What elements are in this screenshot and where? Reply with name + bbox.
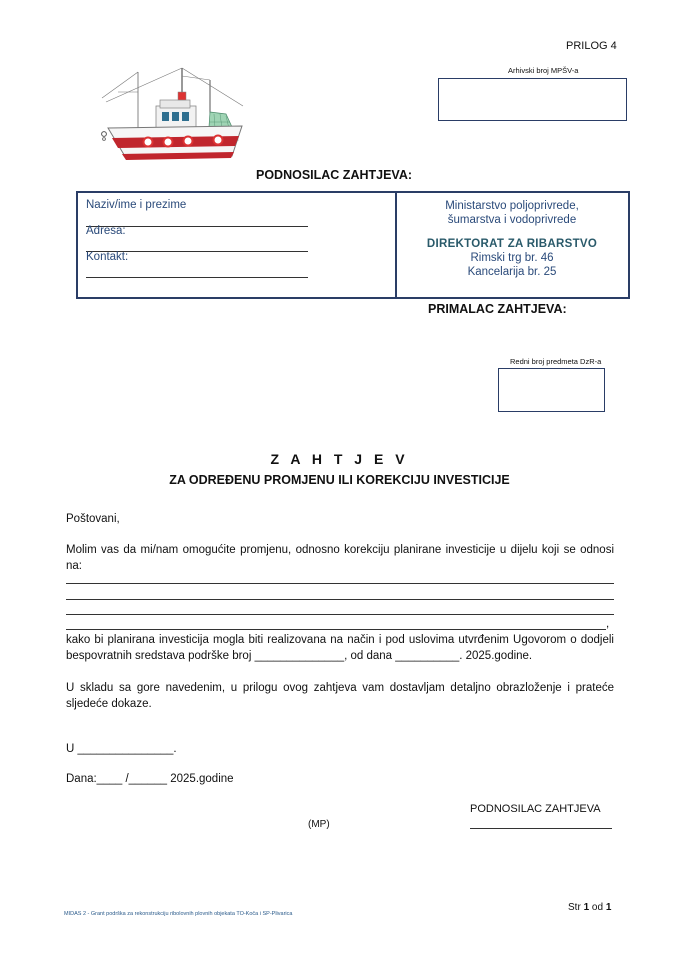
page-prefix: Str — [568, 902, 584, 913]
blank-line-3[interactable] — [66, 614, 614, 615]
date-field[interactable]: Dana:____ /______ 2025.godine — [66, 773, 234, 785]
paragraph-2: kako bi planirana investicija mogla biti realizovana na način i pod uslovima utvrđenim Ugovorom o dodjeli bespovratnih sredstava podrške broj ______________, od dana __________. 2025.godine. — [66, 634, 614, 662]
recipient-address-1: Rimski trg br. 46 — [470, 252, 554, 264]
document-title: Z A H T J E V — [270, 451, 409, 467]
stamp-placeholder: (MP) — [308, 819, 330, 830]
address-field-label: Adresa: — [86, 225, 126, 237]
recipient-title: PRIMALAC ZAHTJEVA: — [428, 302, 567, 316]
footer-project-text: MIDAS 2 - Grant podrška za rekonstrukciju ribolovnih plovnih objekata TO-Koča i SP-Plivarica — [64, 911, 293, 917]
paragraph-1: Molim vas da mi/nam omogućite promjenu, odnosno korekciju planirane investicije u dijelu koji se odnosi na: — [66, 544, 614, 572]
contact-field-line[interactable] — [86, 277, 308, 278]
signature-label: PODNOSILAC ZAHTJEVA — [470, 803, 601, 815]
signature-line[interactable] — [470, 828, 612, 829]
ministry-line-1: Ministarstvo poljoprivrede, — [445, 200, 579, 212]
blank-line-2[interactable] — [66, 599, 614, 600]
page-middle: od — [589, 902, 606, 913]
blank-line-4[interactable] — [66, 629, 606, 630]
document-subtitle: ZA ODREĐENU PROMJENU ILI KOREKCIJU INVESTICIJE — [169, 473, 510, 487]
place-field[interactable]: U _______________. — [66, 743, 177, 755]
page-current: 1 — [583, 902, 590, 913]
ministry-line-2: šumarstva i vodoprivrede — [447, 214, 577, 226]
fishing-boat-illustration — [98, 62, 248, 170]
case-number-label: Redni broj predmeta DzR-a — [510, 357, 602, 366]
blank-line-1[interactable] — [66, 583, 614, 584]
line-end-comma: , — [606, 618, 610, 630]
recipient-address-2: Kancelarija br. 25 — [467, 266, 557, 278]
applicant-title: PODNOSILAC ZAHTJEVA: — [256, 168, 413, 182]
paragraph-3: U skladu sa gore navedenim, u prilogu ovog zahtjeva vam dostavljam detaljno obrazloženje i prateće sljedeće dokaze. — [66, 682, 614, 710]
case-number-box[interactable] — [498, 368, 605, 412]
prilog-label: PRILOG 4 — [566, 40, 617, 52]
name-field-label: Naziv/ime i prezime — [86, 199, 187, 211]
greeting: Poštovani, — [66, 513, 120, 525]
archive-number-box[interactable] — [438, 78, 627, 121]
page-number — [568, 902, 611, 913]
directorate-name: DIREKTORAT ZA RIBARSTVO — [426, 238, 598, 250]
applicant-recipient-box — [76, 191, 630, 299]
archive-number-label: Arhivski broj MPŠV-a — [508, 66, 579, 75]
page-total: 1 — [605, 902, 612, 913]
contact-field-label: Kontakt: — [86, 251, 129, 263]
